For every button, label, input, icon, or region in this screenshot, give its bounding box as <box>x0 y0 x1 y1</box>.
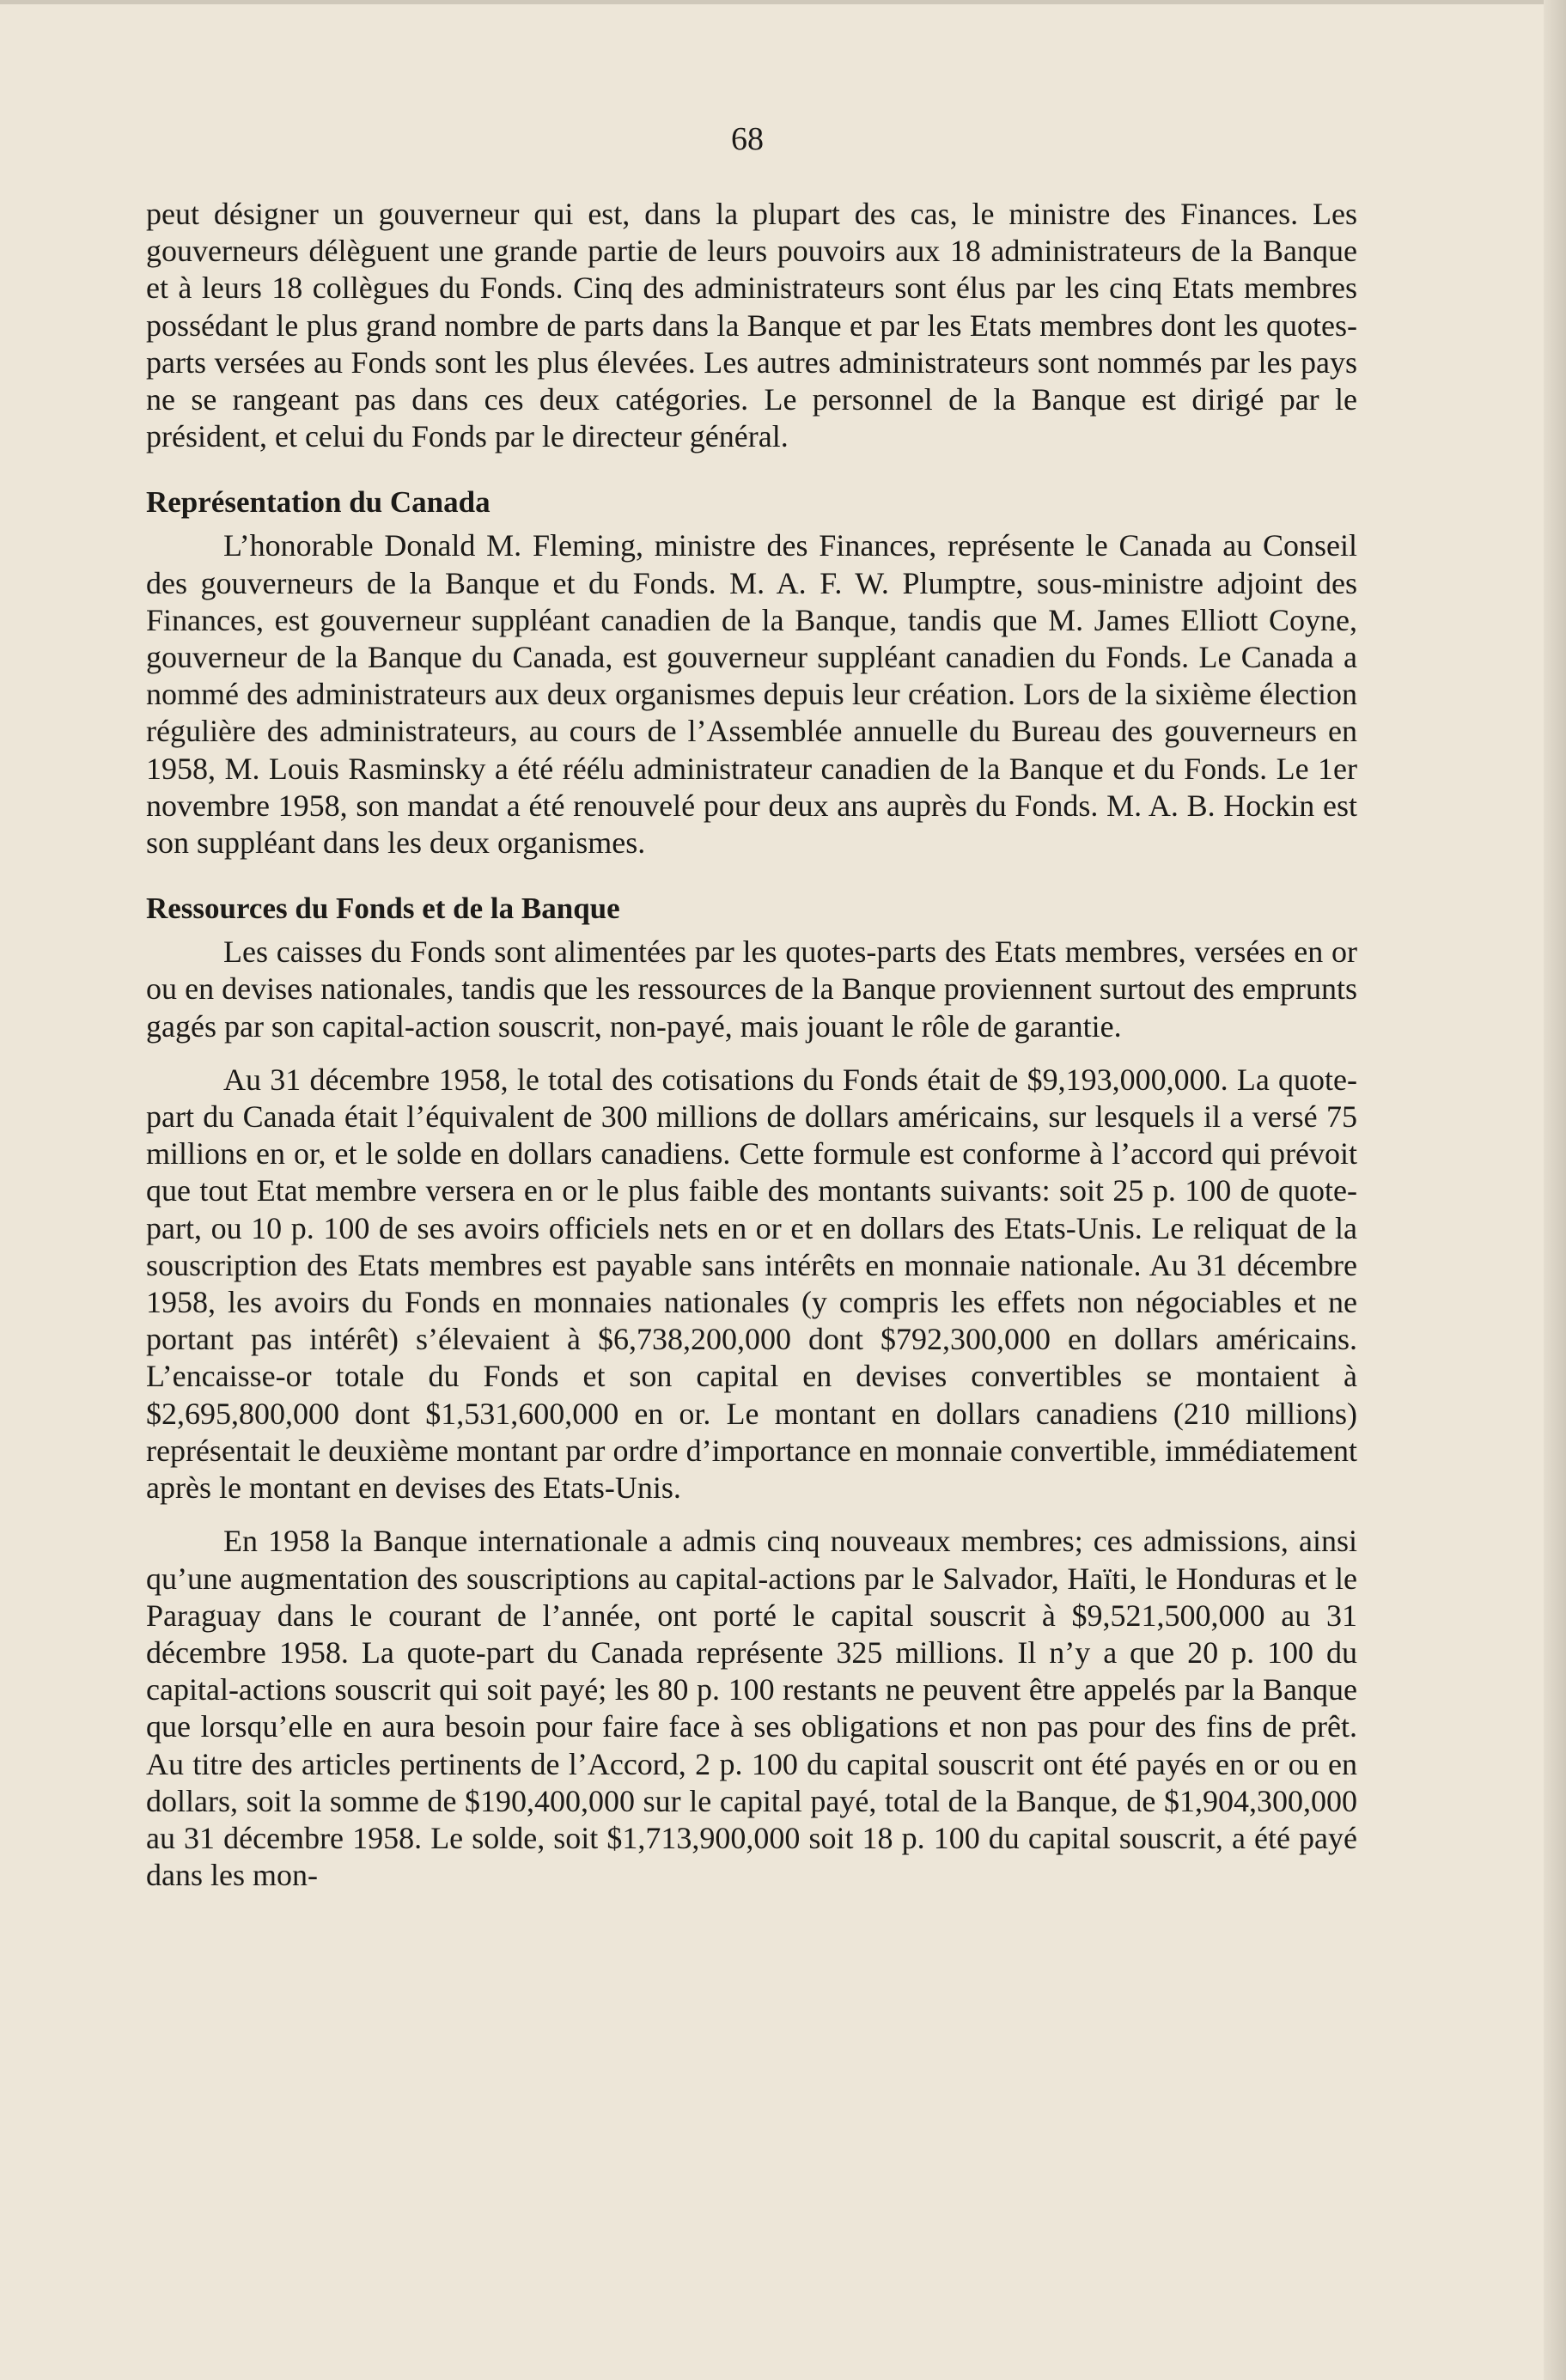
document-body <box>146 196 1357 1894</box>
section-heading-ressources: Ressources du Fonds et de la Banque <box>146 892 620 926</box>
paragraph-representation: L’honorable Donald M. Fleming, ministre des Finances, représente le Canada au Conseil des gouverneurs de la Banque et du Fonds. M. A. F. W. Plumptre, sous-ministre adjoint des Finances, est gouverneur suppléant canadien de la Banque, tandis que M. James Elliott Coyne, gouverneur de la Banque du Canada, est gouverneur suppléant canadien du Fonds. Le Canada a nommé des administrateurs aux deux organismes depuis leur création. Lors de la sixième élection régulière des administrateurs, au cours de l’Assemblée annuelle du Bureau des gouverneurs en 1958, M. Louis Rasminsky a été réélu administrateur canadien de la Banque et du Fonds. Le 1er novembre 1958, son mandat a été renouvelé pour deux ans auprès du Fonds. M. A. B. Hockin est son suppléant dans les deux organismes. <box>146 528 1357 861</box>
intro-paragraph: peut désigner un gouverneur qui est, dans la plupart des cas, le ministre des Finances. Les gouverneurs délèguent une grande partie de leurs pouvoirs aux 18 administrateurs de la Banque et à leurs 18 collègues du Fonds. Cinq des administrateurs sont élus par les cinq Etats membres possédant le plus grand nombre de parts dans la Banque et par les Etats membres dont les quotes-parts versées au Fonds sont les plus élevées. Les autres administrateurs sont nommés par les pays ne se rangeant pas dans ces deux catégories. Le personnel de la Banque est dirigé par le président, et celui du Fonds par le directeur général. <box>146 197 1357 454</box>
paragraph-banque-capital: En 1958 la Banque internationale a admis cinq nouveaux membres; ces admissions, ainsi qu’une augmentation des souscriptions au capital-actions par le Salvador, Haïti, le Honduras et le Paraguay dans le courant de l’année, ont porté le capital souscrit à $9,521,500,000 au 31 décembre 1958. La quote-part du Canada représente 325 millions. Il n’y a que 20 p. 100 du capital-actions souscrit qui soit payé; les 80 p. 100 restants ne peuvent être appelés par la Banque que lorsqu’elle en aura besoin pour faire face à ses obligations et non pas pour des fins de prêt. Au titre des articles pertinents de l’Accord, 2 p. 100 du capital souscrit ont été payés en or ou en dollars, soit la somme de $190,400,000 sur le capital payé, total de la Banque, de $1,904,300,000 au 31 décembre 1958. Le solde, soit $1,713,900,000 soit 18 p. 100 du capital souscrit, a été payé dans les mon- <box>146 1524 1357 1893</box>
page-top-edge <box>0 0 1566 4</box>
page-number: 68 <box>731 121 764 157</box>
page-binding-edge <box>1544 0 1566 2380</box>
paragraph-ressources-intro: Les caisses du Fonds sont alimentées par les quotes-parts des Etats membres, versées en or ou en devises nationales, tandis que les ressources de la Banque proviennent surtout des emprunts gagés par son capital-action souscrit, non-payé, mais jouant le rôle de garantie. <box>146 934 1357 1044</box>
section-heading-representation: Représentation du Canada <box>146 485 491 520</box>
paragraph-fonds-cotisations: Au 31 décembre 1958, le total des cotisations du Fonds était de $9,193,000,000. La quote-part du Canada était l’équivalent de 300 millions de dollars américains, sur lesquels il a versé 75 millions en or, et le solde en dollars canadiens. Cette formule est conforme à l’accord qui prévoit que tout Etat membre versera en or le plus faible des montants suivants: soit 25 p. 100 de quote-part, ou 10 p. 100 de ses avoirs officiels nets en or et en dollars des Etats-Unis. Le reliquat de la souscription des Etats membres est payable sans intérêts en monnaie nationale. Au 31 décembre 1958, les avoirs du Fonds en monnaies nationales (y compris les effets non négociables et ne portant pas intérêt) s’élevaient à $6,738,200,000 dont $792,300,000 en dollars américains. L’encaisse-or totale du Fonds et son capital en devises convertibles se montaient à $2,695,800,000 dont $1,531,600,000 en or. Le montant en dollars canadiens (210 millions) représentait le deuxième montant par ordre d’importance en monnaie convertible, immédiatement après le montant en devises des Etats-Unis. <box>146 1062 1357 1506</box>
